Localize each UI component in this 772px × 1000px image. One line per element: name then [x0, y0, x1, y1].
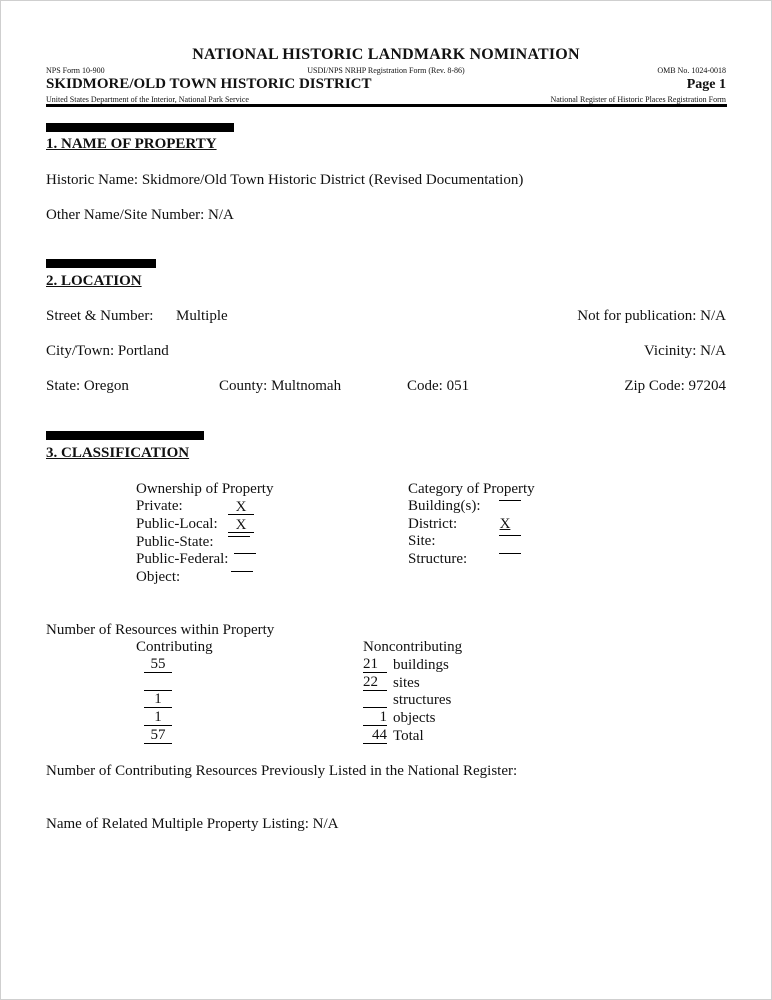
- city-town: City/Town: Portland: [46, 343, 169, 359]
- noncontributing-structures: [363, 692, 387, 708]
- ownership-object-label: Object:: [136, 569, 181, 585]
- historic-name: [46, 172, 523, 189]
- contributing-buildings: 55: [144, 657, 172, 673]
- category-site-mark: [499, 535, 521, 536]
- vicinity: Vicinity: N/A: [643, 343, 726, 359]
- category-structure-label: Structure:: [408, 551, 468, 567]
- county: County: Multnomah: [219, 378, 342, 394]
- other-name-label: Other Name/Site Number:: [46, 207, 205, 223]
- zip-code: Zip Code: 97204: [624, 378, 726, 394]
- noncontributing-buildings: 21: [363, 657, 387, 673]
- page-number: Page 1: [686, 77, 726, 92]
- ownership-object-mark: [231, 571, 253, 572]
- form-name: USDI/NPS NRHP Registration Form (Rev. 8-86): [307, 66, 465, 75]
- other-name: [46, 207, 234, 224]
- contributing-structures: 1: [144, 692, 172, 708]
- contributing-total: 57: [144, 728, 172, 744]
- category-site-label: Site:: [408, 533, 436, 549]
- other-name-value: N/A: [208, 207, 234, 223]
- ownership-heading: Ownership of Property: [136, 481, 274, 497]
- noncontributing-total: 44: [363, 728, 387, 744]
- resources-heading: Number of Resources within Property: [46, 622, 275, 638]
- historic-name-value: Skidmore/Old Town Historic District (Revised Documentation): [141, 172, 524, 188]
- omb-number: OMB No. 1024-0018: [657, 66, 726, 75]
- ownership-private-mark: X: [228, 500, 254, 515]
- historic-name-label: Historic Name:: [46, 172, 139, 188]
- ownership-public-federal-label: Public-Federal:: [136, 551, 229, 567]
- state: State: Oregon: [46, 378, 129, 394]
- ownership-public-federal-mark: [234, 553, 256, 554]
- section-2-bar: [46, 259, 156, 268]
- noncontributing-objects: 1: [363, 710, 387, 726]
- street-value: Multiple: [176, 308, 228, 324]
- previously-listed: Number of Contributing Resources Previously Listed in the National Register:: [46, 763, 518, 779]
- section-1-bar: [46, 123, 234, 132]
- resource-label-objects: objects: [393, 710, 436, 726]
- district-name: SKIDMORE/OLD TOWN HISTORIC DISTRICT: [46, 76, 372, 92]
- resource-label-buildings: buildings: [393, 657, 449, 673]
- section-2-heading: 2. LOCATION: [46, 273, 142, 289]
- ownership-public-local-label: Public-Local:: [136, 516, 218, 532]
- contributing-sites: [144, 675, 172, 691]
- section-3-bar: [46, 431, 204, 440]
- category-buildings-mark: [499, 500, 521, 501]
- code: Code: 051: [407, 378, 470, 394]
- category-structure-mark: [499, 553, 521, 554]
- ownership-public-local-mark: X: [228, 518, 254, 533]
- register-form: National Register of Historic Places Registration Form: [550, 95, 726, 104]
- related-listing: Name of Related Multiple Property Listing: N/A: [46, 816, 339, 832]
- section-3-heading: 3. CLASSIFICATION: [46, 445, 190, 461]
- category-buildings-label: Building(s):: [408, 498, 481, 514]
- noncontributing-heading: Noncontributing: [363, 639, 463, 655]
- ownership-private-label: Private:: [136, 498, 183, 514]
- category-district-label: District:: [408, 516, 458, 532]
- category-heading: Category of Property: [408, 481, 535, 497]
- department: United States Department of the Interior, National Park Service: [46, 95, 249, 104]
- street-label: Street & Number:: [46, 308, 154, 324]
- section-1-heading: 1. NAME OF PROPERTY: [46, 136, 217, 152]
- form-title: NATIONAL HISTORIC LANDMARK NOMINATION: [192, 46, 580, 63]
- resource-label-total: Total: [393, 728, 424, 744]
- ownership-public-state-label: Public-State:: [136, 534, 214, 550]
- contributing-heading: Contributing: [136, 639, 213, 655]
- category-district-mark: X: [499, 516, 511, 532]
- header-rule: [46, 104, 727, 107]
- ownership-public-state-mark: [228, 536, 250, 537]
- resource-label-sites: sites: [393, 675, 420, 691]
- contributing-objects: 1: [144, 710, 172, 726]
- resource-label-structures: structures: [393, 692, 452, 708]
- noncontributing-sites: 22: [363, 675, 387, 691]
- not-for-publication: Not for publication: N/A: [577, 308, 726, 324]
- form-number: NPS Form 10-900: [46, 66, 105, 75]
